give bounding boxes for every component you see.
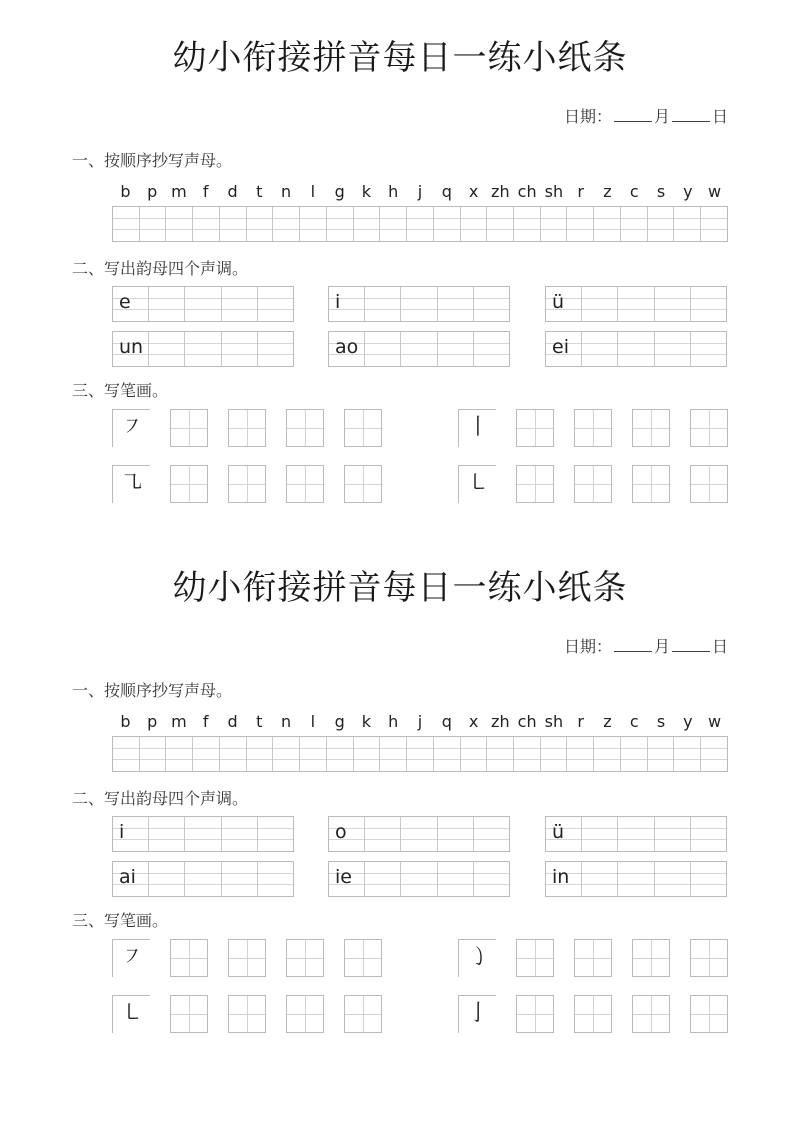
final-writing-box[interactable] — [545, 861, 727, 897]
final-writing-box[interactable] — [545, 286, 727, 322]
tian-grid-cell[interactable] — [516, 465, 554, 503]
stroke-sample: 丨 — [459, 410, 497, 448]
final-label: ü — [552, 821, 565, 843]
initial-letter: f — [202, 712, 209, 731]
worksheet-1 — [0, 0, 800, 530]
final-writing-box[interactable] — [112, 286, 294, 322]
stroke-sample: ㇁ — [459, 940, 497, 978]
initial-letter: q — [441, 182, 452, 201]
initial-letter: r — [577, 712, 584, 731]
initial-letter: h — [388, 182, 399, 201]
worksheet-title: 幼小衔接拼音每日一练小纸条 — [172, 38, 628, 78]
tian-grid-cell[interactable] — [690, 409, 728, 447]
final-label: i — [335, 291, 341, 313]
final-writing-box[interactable] — [545, 816, 727, 852]
stroke-sample: ㇇ — [113, 940, 151, 978]
initials-row — [112, 712, 728, 734]
tian-grid-cell[interactable] — [574, 995, 612, 1033]
tian-grid-cell[interactable] — [516, 939, 554, 977]
section-initials-heading: 一、按顺序抄写声母。 — [72, 151, 233, 170]
date-line — [564, 634, 728, 657]
tian-grid-cell[interactable] — [344, 939, 382, 977]
initials-row — [112, 182, 728, 204]
initial-letter: p — [147, 182, 158, 201]
tian-grid-cell[interactable] — [228, 465, 266, 503]
tian-grid-cell[interactable] — [690, 939, 728, 977]
initial-letter: g — [334, 182, 345, 201]
initial-letter: sh — [544, 182, 564, 201]
tian-grid-cell[interactable] — [228, 409, 266, 447]
initial-letter: q — [441, 712, 452, 731]
final-writing-box[interactable] — [328, 861, 510, 897]
tian-grid-cell[interactable] — [458, 465, 496, 503]
initial-letter: ch — [517, 712, 537, 731]
tian-grid-cell[interactable] — [170, 995, 208, 1033]
initial-letter: j — [417, 182, 423, 201]
stroke-sample: ㇄ — [113, 996, 151, 1034]
final-label: ei — [552, 336, 569, 358]
tian-grid-cell[interactable] — [286, 409, 324, 447]
final-label: un — [119, 336, 144, 358]
initial-letter: j — [417, 712, 423, 731]
date-line — [564, 104, 728, 127]
initial-letter: f — [202, 182, 209, 201]
final-writing-box[interactable] — [545, 331, 727, 367]
worksheet-title: 幼小衔接拼音每日一练小纸条 — [172, 568, 628, 608]
initial-letter: b — [120, 712, 131, 731]
date-label: 日期： — [563, 637, 612, 656]
date-label: 日期： — [563, 107, 612, 126]
day-blank[interactable] — [672, 637, 710, 652]
final-label: ai — [119, 866, 136, 888]
initial-letter: x — [468, 712, 479, 731]
initial-letter: c — [629, 712, 639, 731]
stroke-sample: 亅 — [459, 996, 497, 1034]
tian-grid-cell[interactable] — [574, 409, 612, 447]
tian-grid-cell[interactable] — [286, 995, 324, 1033]
tian-grid-cell[interactable] — [170, 409, 208, 447]
month-blank[interactable] — [614, 107, 652, 122]
final-label: ie — [335, 866, 352, 888]
initial-letter: w — [708, 182, 722, 201]
tian-grid-cell[interactable] — [286, 939, 324, 977]
tian-grid-cell[interactable] — [516, 409, 554, 447]
tian-grid-cell[interactable] — [690, 465, 728, 503]
tian-grid-cell[interactable] — [344, 409, 382, 447]
tian-grid-cell[interactable] — [516, 995, 554, 1033]
initial-letter: ch — [517, 182, 537, 201]
tian-grid-cell[interactable] — [458, 995, 496, 1033]
final-writing-box[interactable] — [112, 331, 294, 367]
initial-letter: t — [256, 712, 263, 731]
initial-letter: g — [334, 712, 345, 731]
final-writing-box[interactable] — [112, 861, 294, 897]
tian-grid-cell[interactable] — [632, 465, 670, 503]
initial-letter: l — [310, 712, 316, 731]
section-finals-heading: 二、写出韵母四个声调。 — [72, 789, 249, 808]
initial-letter: p — [147, 712, 158, 731]
initial-letter: h — [388, 712, 399, 731]
date-day-label: 日 — [711, 637, 728, 656]
tian-grid-cell[interactable] — [112, 409, 150, 447]
initial-letter: y — [683, 712, 693, 731]
initial-letter: b — [120, 182, 131, 201]
initial-letter: n — [281, 712, 292, 731]
initial-letter: z — [603, 712, 612, 731]
tian-grid-cell[interactable] — [170, 465, 208, 503]
tian-grid-cell[interactable] — [458, 939, 496, 977]
final-label: ao — [335, 336, 359, 358]
tian-grid-cell[interactable] — [344, 995, 382, 1033]
initial-letter: d — [227, 712, 238, 731]
tian-grid-cell[interactable] — [458, 409, 496, 447]
month-blank[interactable] — [614, 637, 652, 652]
stroke-sample: ㇄ — [459, 466, 497, 504]
tian-grid-cell[interactable] — [112, 465, 150, 503]
tian-grid-cell[interactable] — [228, 995, 266, 1033]
initial-letter: t — [256, 182, 263, 201]
initial-letter: r — [577, 182, 584, 201]
section-initials-heading: 一、按顺序抄写声母。 — [72, 681, 233, 700]
initial-letter: c — [629, 182, 639, 201]
date-month-label: 月 — [653, 637, 670, 656]
initial-letter: m — [171, 182, 187, 201]
tian-grid-cell[interactable] — [286, 465, 324, 503]
section-strokes-heading: 三、写笔画。 — [72, 381, 169, 400]
initial-letter: k — [361, 712, 372, 731]
final-writing-box[interactable] — [328, 816, 510, 852]
section-finals-heading: 二、写出韵母四个声调。 — [72, 259, 249, 278]
final-writing-box[interactable] — [328, 331, 510, 367]
tian-grid-cell[interactable] — [690, 995, 728, 1033]
initial-letter: zh — [491, 712, 510, 731]
initial-letter: n — [281, 182, 292, 201]
tian-grid-cell[interactable] — [574, 465, 612, 503]
initial-letter: s — [656, 712, 666, 731]
tian-grid-cell[interactable] — [574, 939, 612, 977]
initial-letter: s — [656, 182, 666, 201]
tian-grid-cell[interactable] — [228, 939, 266, 977]
stroke-sample: ㇇ — [113, 410, 151, 448]
final-label: e — [119, 291, 131, 313]
worksheet-2 — [0, 530, 800, 1060]
day-blank[interactable] — [672, 107, 710, 122]
initial-letter: m — [171, 712, 187, 731]
initial-letter: k — [361, 182, 372, 201]
tian-grid-cell[interactable] — [170, 939, 208, 977]
final-label: i — [119, 821, 125, 843]
initials-writing-grid[interactable] — [112, 736, 728, 772]
tian-grid-cell[interactable] — [632, 409, 670, 447]
initial-letter: d — [227, 182, 238, 201]
tian-grid-cell[interactable] — [112, 995, 150, 1033]
initial-letter: sh — [544, 712, 564, 731]
initial-letter: w — [708, 712, 722, 731]
final-label: ü — [552, 291, 565, 313]
initial-letter: l — [310, 182, 316, 201]
date-month-label: 月 — [653, 107, 670, 126]
final-label: o — [335, 821, 347, 843]
tian-grid-cell[interactable] — [344, 465, 382, 503]
stroke-sample: ㇈ — [113, 466, 151, 504]
initial-letter: zh — [491, 182, 510, 201]
tian-grid-cell[interactable] — [112, 939, 150, 977]
tian-grid-cell[interactable] — [632, 939, 670, 977]
section-strokes-heading: 三、写笔画。 — [72, 911, 169, 930]
tian-grid-cell[interactable] — [632, 995, 670, 1033]
final-writing-box[interactable] — [328, 286, 510, 322]
final-writing-box[interactable] — [112, 816, 294, 852]
initial-letter: x — [468, 182, 479, 201]
initial-letter: y — [683, 182, 693, 201]
initials-writing-grid[interactable] — [112, 206, 728, 242]
initial-letter: z — [603, 182, 612, 201]
date-day-label: 日 — [711, 107, 728, 126]
final-label: in — [552, 866, 570, 888]
